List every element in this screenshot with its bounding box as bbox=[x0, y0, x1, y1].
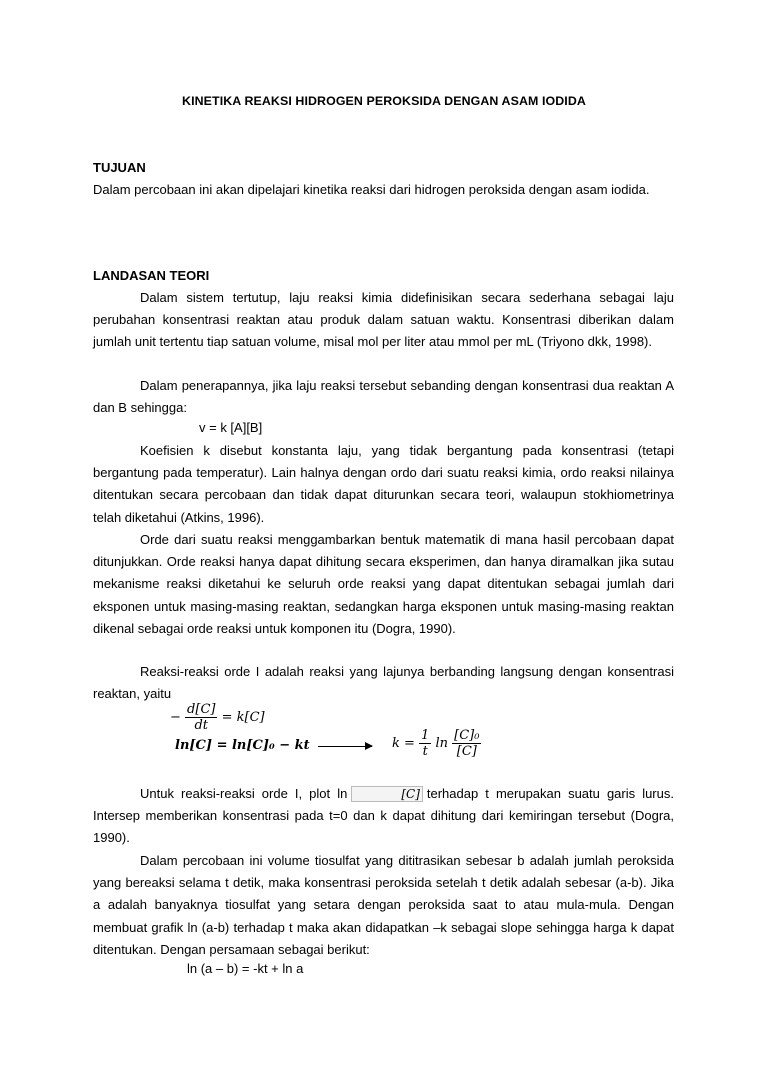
k-frac1-denominator: t bbox=[422, 744, 428, 759]
rate-right-side: = k[C] bbox=[221, 710, 265, 725]
paragraph-landasan-2: Dalam penerapannya, jika laju reaksi tersebut sebanding dengan konsentrasi dua reaktan A dan B sehingga: bbox=[93, 378, 674, 416]
k-frac2-numerator: [C]₀ bbox=[454, 728, 480, 743]
heading-tujuan: TUJUAN bbox=[93, 160, 146, 175]
paragraph-landasan-1: Dalam sistem tertutup, laju reaksi kimia didefinisikan secara sederhana sebagai laju perubahan konsentrasi reaktan atau produk dalam satuan waktu. Konsentrasi diberikan dalam jumlah unit tertentu tiap satuan volume, misal mol per liter atau mmol per mL (Triyono dkk, 1998). bbox=[93, 290, 674, 350]
paragraph-landasan-4: Orde dari suatu reaksi menggambarkan bentuk matematik di mana hasil percobaan dapat ditunjukkan. Orde reaksi hanya dapat dihitung secara eksperimen, dan hanya diramalkan jika sutau mekanisme reaksi diketahui ke seluruh orde reaksi yang dapat ditentukan sebagai jumlah dari eksponen untuk masing-masing reaktan, sedangkan harga eksponen untuk masing-masing reaktan dikenal sebagai orde reaksi untuk komponen itu (Dogra, 1990). bbox=[93, 532, 674, 636]
rate-numerator: d[C] bbox=[187, 702, 216, 717]
concentration-symbol: [C] bbox=[351, 786, 423, 802]
p6-text-before: Untuk reaksi-reaksi orde I, plot ln bbox=[140, 786, 348, 801]
rate-denominator: dt bbox=[194, 718, 209, 733]
paragraph-landasan-6 bbox=[93, 783, 674, 850]
k-fraction-one-over-t bbox=[419, 728, 431, 759]
k-frac2-denominator: [C] bbox=[456, 744, 477, 759]
paragraph-landasan-5: Reaksi-reaksi orde I adalah reaksi yang lajunya berbanding langsung dengan konsentrasi reaktan, yaitu bbox=[93, 664, 674, 702]
paragraph-landasan-7: Dalam percobaan ini volume tiosulfat yang dititrasikan sebesar b adalah jumlah peroksida yang bereaksi selama t detik, maka konsentrasi peroksida setelah t detik adalah sebesar (a-b). Jika a adalah banyaknya tiosulfat yang setara dengan peroksida saat to atau mula-mula. Dengan membuat grafik ln (a-b) terhadap t maka akan didapatkan –k sebagai slope sehingga harga k dapat ditentukan. Dengan persamaan sebagai berikut: bbox=[93, 853, 674, 957]
equation-first-order-rate bbox=[170, 702, 265, 733]
rate-minus-sign: − bbox=[170, 710, 181, 725]
equation-integrated-rate: ln[C] = ln[C]₀ − kt bbox=[175, 738, 310, 753]
rate-fraction bbox=[185, 702, 217, 733]
k-ln: ln bbox=[435, 736, 448, 751]
k-frac1-numerator: 1 bbox=[421, 728, 430, 743]
p6-text-after: terhadap t merupakan suatu garis lurus. Intersep memberikan konsentrasi pada t=0 dan k dapat dihitung dari kemiringan tersebut (Dogra, 1990). bbox=[93, 786, 674, 846]
right-arrow-icon bbox=[318, 746, 372, 747]
equation-rate-constant bbox=[392, 728, 481, 759]
paragraph-tujuan: Dalam percobaan ini akan dipelajari kinetika reaksi dari hidrogen peroksida dengan asam iodida. bbox=[93, 182, 650, 197]
equation-ln-relation: ln (a – b) = -kt + ln a bbox=[187, 961, 304, 976]
k-left-side: k = bbox=[392, 736, 415, 751]
k-fraction-concentration bbox=[452, 728, 481, 759]
document-title: KINETIKA REAKSI HIDROGEN PEROKSIDA DENGAN ASAM IODIDA bbox=[182, 94, 586, 108]
equation-rate-law: v = k [A][B] bbox=[199, 420, 263, 435]
paragraph-landasan-3: Koefisien k disebut konstanta laju, yang tidak bergantung pada konsentrasi (tetapi bergantung pada temperatur). Lain halnya dengan ordo dari suatu reaksi kimia, ordo reaksi nilainya ditentukan secara percobaan dan tidak dapat diturunkan secara teori, walaupun stokhiometrinya telah diketahui (Atkins, 1996). bbox=[93, 443, 674, 525]
heading-landasan-teori: LANDASAN TEORI bbox=[93, 268, 210, 283]
